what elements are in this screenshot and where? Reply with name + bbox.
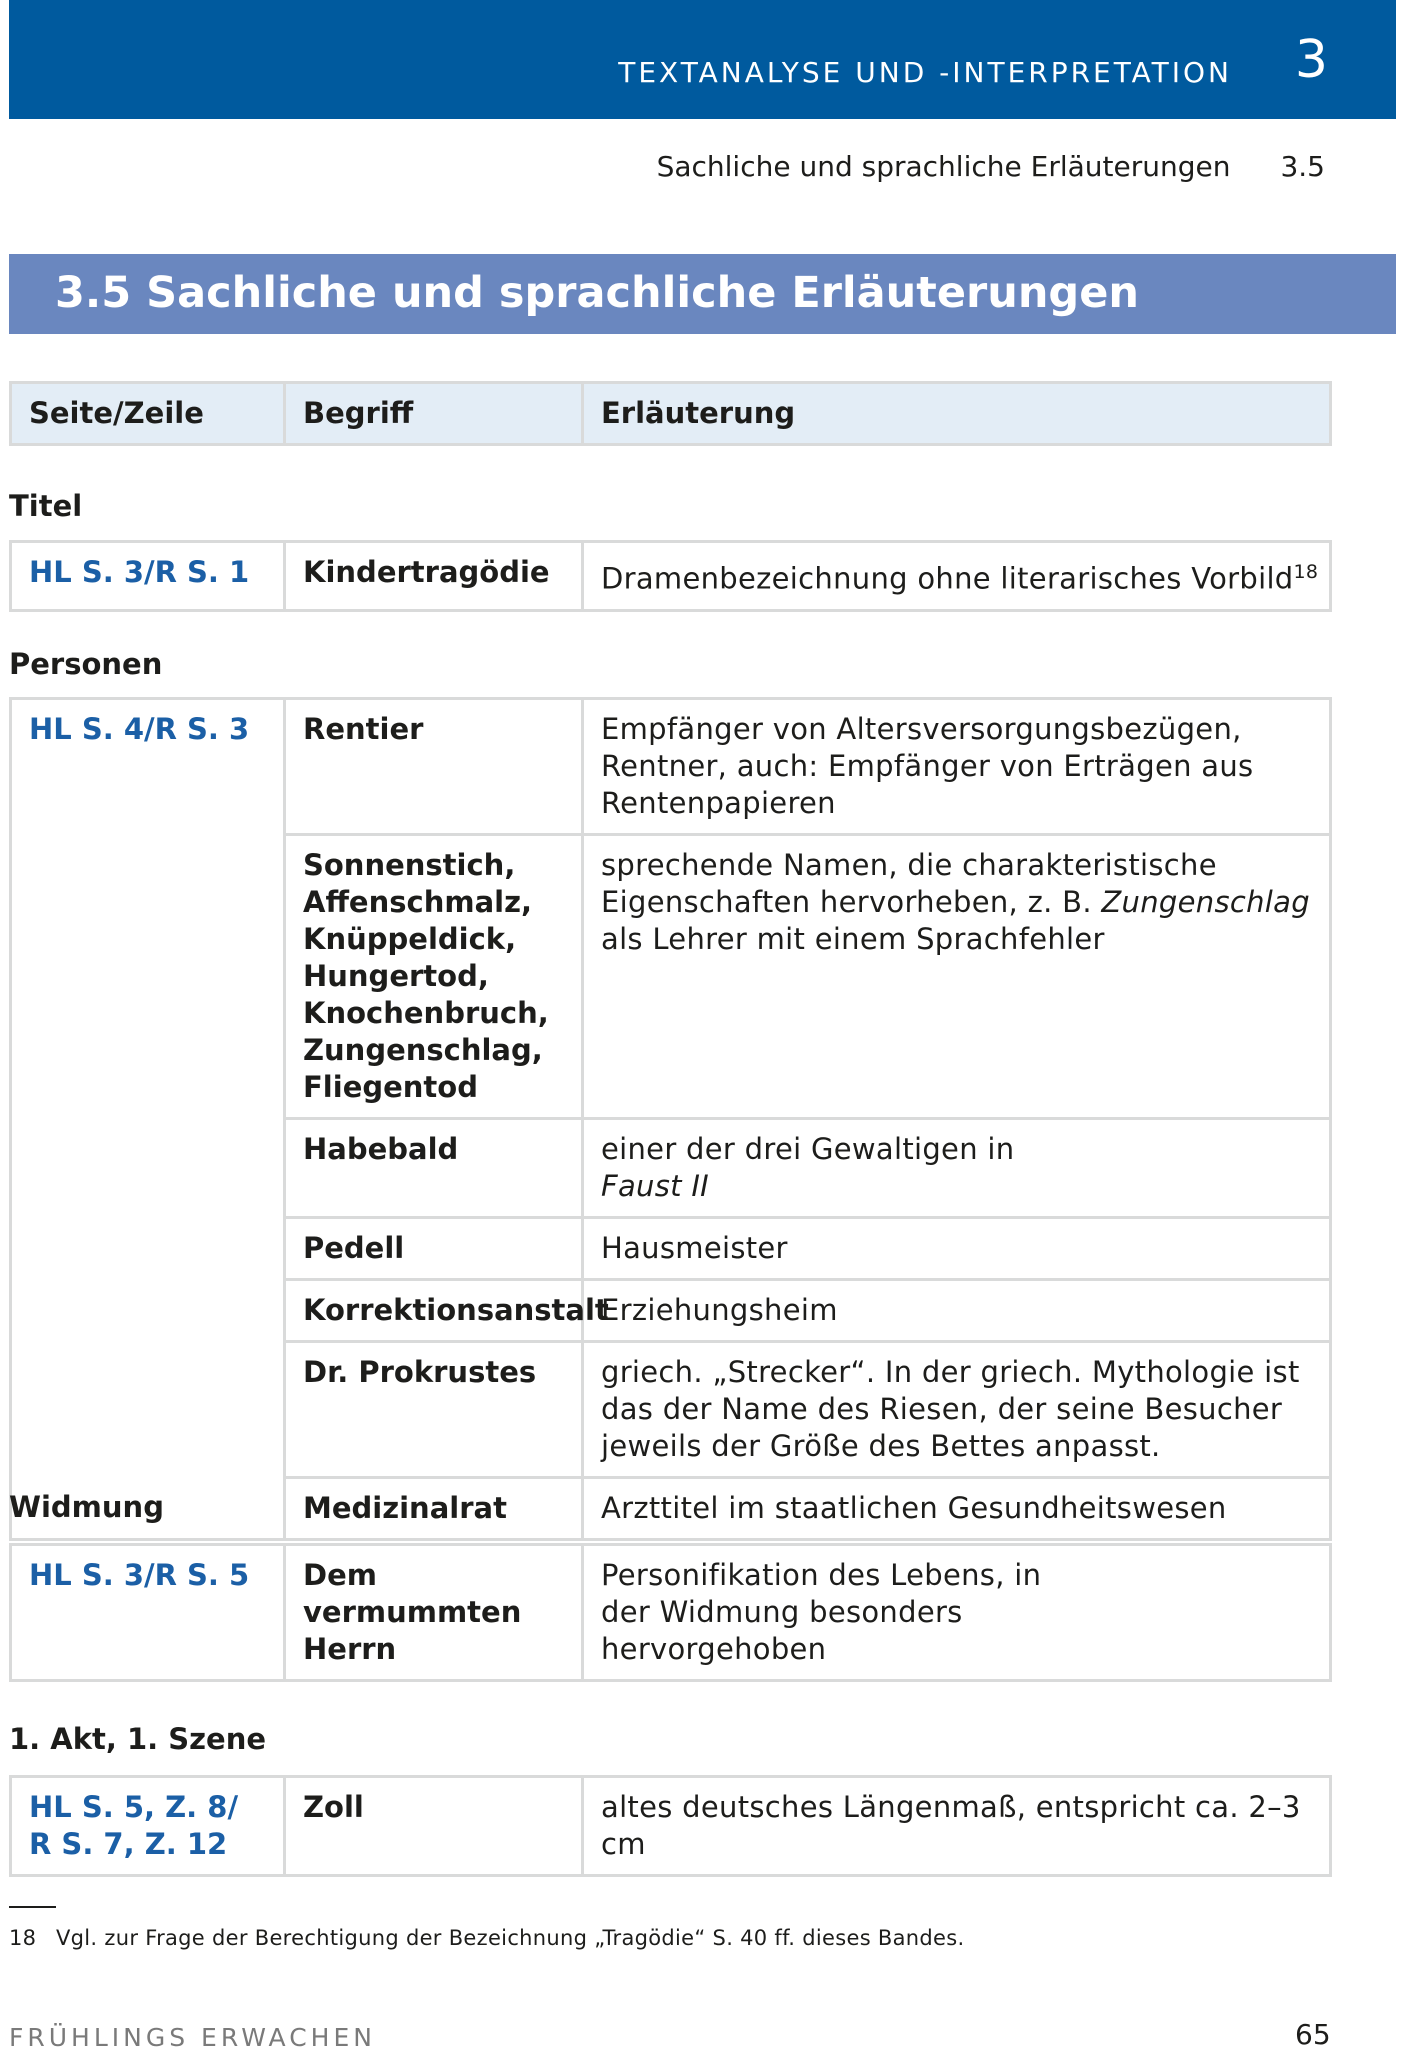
explanation [583,542,1331,611]
term: Medizinalrat [285,1478,583,1540]
footnote-number: 18 [9,1926,37,1950]
page-reference: HL S. 3/R S. 5 [11,1545,285,1681]
header-seite-zeile: Seite/Zeile [11,383,285,445]
explanation-text: einer der drei Gewaltigen in [601,1132,1015,1166]
term: Dem vermummten Herrn [285,1545,583,1681]
explanation: Hausmeister [583,1218,1331,1280]
explanation [583,1119,1331,1218]
table-row [11,1545,1331,1681]
explanation: Personifikation des Lebens, in der Widmung besonders hervorgehoben [583,1545,1331,1681]
group-label-akt1: 1. Akt, 1. Szene [9,1722,267,1756]
page-reference-line: HL S. 5, Z. 8/ [29,1790,239,1824]
footnote-mark: 18 [1293,561,1319,583]
section-title: 3.5 Sachliche und sprachliche Erläuterungen [55,268,1139,318]
group-label-titel: Titel [9,489,83,523]
term: Korrektionsanstalt [285,1280,583,1342]
table-personen [9,697,1332,1541]
group-label-personen: Personen [9,647,163,681]
explanation: altes deutsches Längenmaß, entspricht ca. 2–3 cm [583,1777,1331,1876]
page-reference [11,1777,285,1876]
explanation [583,835,1331,1119]
page-reference: HL S. 3/R S. 1 [11,542,285,611]
chapter-header-bar [9,0,1396,119]
subtitle-number: 3.5 [1280,150,1325,183]
explanation: Erziehungsheim [583,1280,1331,1342]
footnote [9,1926,964,1950]
footnote-rule [9,1906,56,1908]
subtitle-text: Sachliche und sprachliche Erläuterungen [656,150,1231,183]
term: Dr. Prokrustes [285,1342,583,1478]
explanation-italic: Faust II [601,1169,710,1203]
explanation: Empfänger von Altersversorgungsbezügen, Rentner, auch: Empfänger von Erträgen aus Rentenpapieren [583,699,1331,835]
footer-book-title: FRÜHLINGS ERWACHEN [9,2023,376,2052]
table-header [9,381,1332,446]
footnote-text: Vgl. zur Frage der Berechtigung der Bezeichnung „Tragödie“ S. 40 ff. dieses Bandes. [56,1926,965,1950]
explanation-text: als Lehrer mit einem Sprachfehler [601,922,1105,956]
table-row [11,542,1331,611]
explanation-text: Dramenbezeichnung ohne literarisches Vorbild [601,561,1294,596]
running-subtitle [0,150,1325,183]
table-titel [9,540,1332,612]
explanation-text: sprechende Namen, die charakteristische Eigenschaften hervorheben, z. B. [601,848,1217,919]
table-akt1 [9,1775,1332,1877]
term: Pedell [285,1218,583,1280]
term: Habebald [285,1119,583,1218]
table-row [11,1777,1331,1876]
explanation: griech. „Strecker“. In der griech. Mythologie ist das der Name des Riesen, der seine Besucher jeweils der Größe des Bettes anpasst. [583,1342,1331,1478]
table-widmung [9,1543,1332,1682]
term: Kindertragödie [285,542,583,611]
term: Rentier [285,699,583,835]
page-reference: HL S. 4/R S. 3 [11,699,285,1540]
explanation-italic: Zungenschlag [1101,885,1310,919]
term: Zoll [285,1777,583,1876]
chapter-title: TEXTANALYSE UND -INTERPRETATION [618,56,1232,89]
explanation: Arzttitel im staatlichen Gesundheitswesen [583,1478,1331,1540]
page-reference-line: R S. 7, Z. 12 [29,1827,228,1861]
header-erlaeuterung: Erläuterung [583,383,1331,445]
table-row [11,699,1331,835]
header-begriff: Begriff [285,383,583,445]
chapter-number: 3 [1294,30,1328,90]
term: Sonnenstich, Affenschmalz, Knüppeldick, Hungertod, Knochenbruch, Zungenschlag, Fliegentod [285,835,583,1119]
page-number: 65 [1295,2018,1331,2051]
section-title-bar [9,254,1396,334]
group-label-widmung: Widmung [9,1490,164,1524]
